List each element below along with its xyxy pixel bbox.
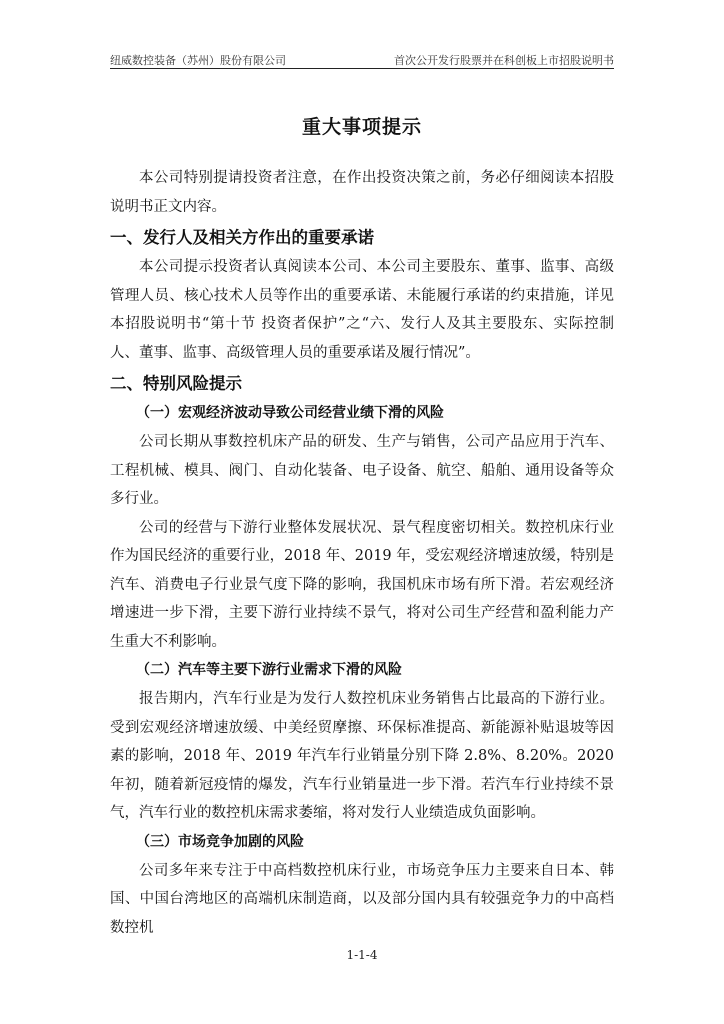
section-1-heading: 一、发行人及相关方作出的重要承诺 xyxy=(110,228,374,247)
risk-1-paragraph-2: 公司的经营与下游行业整体发展状况、景气程度密切相关。数控机床行业作为国民经济的重要行业，2018 年、2019 年，受宏观经济增速放缓，特别是汽车、消费电子行业景气度下降的影响，我国机床市场有所下滑。若宏观经济增速进一步下滑，主要下游行业持续不景气，将对公司生产经营和盈利能力产生重大不利影响。 xyxy=(110,519,614,650)
risk-1-heading: （一）宏观经济波动导致公司经营业绩下滑的风险 xyxy=(136,405,444,421)
risk-3-paragraph-1: 公司多年来专注于中高档数控机床行业，市场竞争压力主要来自日本、韩国、中国台湾地区的高端机床制造商，以及部分国内具有较强竞争力的中高档数控机 xyxy=(110,862,614,936)
section-1-paragraph: 本公司提示投资者认真阅读本公司、本公司主要股东、董事、监事、高级管理人员、核心技术人员等作出的重要承诺、未能履行承诺的约束措施，详见本招股说明书“第十节 投资者保护”之“六、发行人及其主要股东、实际控制人、董事、监事、高级管理人员的重要承诺及履行情况”。 xyxy=(110,259,614,361)
page-title: 重大事项提示 xyxy=(301,116,422,138)
header-company-name: 纽威数控装备（苏州）股份有限公司 xyxy=(110,54,286,67)
risk-1-paragraph-1: 公司长期从事数控机床产品的研发、生产与销售，公司产品应用于汽车、工程机械、模具、阀门、自动化装备、电子设备、航空、船舶、通用设备等众多行业。 xyxy=(110,434,614,507)
section-2-heading: 二、特别风险提示 xyxy=(110,374,242,393)
risk-2-heading: （二）汽车等主要下游行业需求下滑的风险 xyxy=(136,662,402,678)
risk-3-heading: （三）市场竞争加剧的风险 xyxy=(136,833,304,850)
header-document-title: 首次公开发行股票并在科创板上市招股说明书 xyxy=(394,54,614,67)
running-header xyxy=(110,50,614,69)
intro-paragraph: 本公司特别提请投资者注意，在作出投资决策之前，务必仔细阅读本招股说明书正文内容。 xyxy=(110,170,614,215)
page-body xyxy=(110,112,614,942)
page-number: 1-1-4 xyxy=(346,948,378,962)
risk-2-paragraph-1: 报告期内，汽车行业是为发行人数控机床业务销售占比最高的下游行业。受到宏观经济增速放缓、中美经贸摩擦、环保标准提高、新能源补贴退坡等因素的影响，2018 年、2019 年汽车行业销量分别下降 2.8%、8.20%。2020 年初，随着新冠疫情的爆发，汽车行业销量进一步下滑。若汽车行业持续不景气，汽车行业的数控机床需求萎缩，将对发行人业绩造成负面影响。 xyxy=(110,691,614,821)
